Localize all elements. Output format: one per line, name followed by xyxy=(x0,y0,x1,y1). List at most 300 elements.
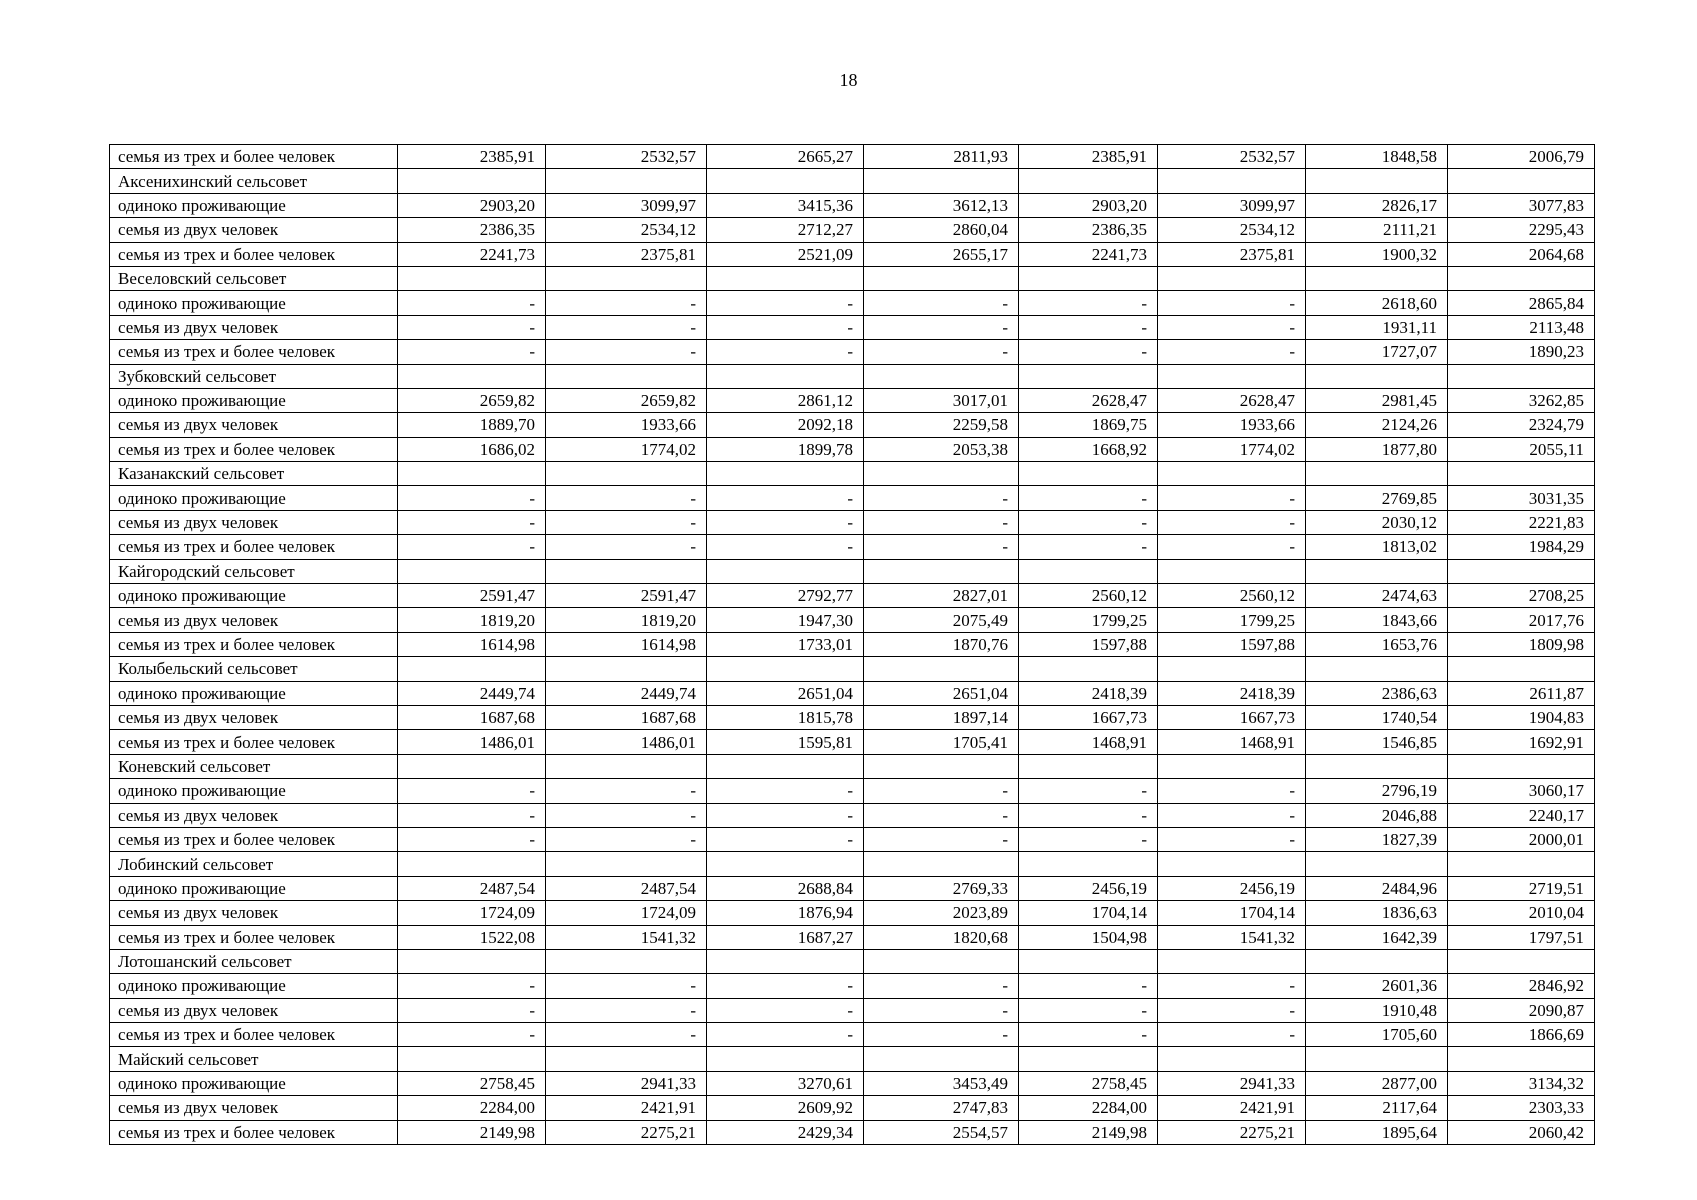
value-cell: - xyxy=(1158,510,1306,534)
value-cell: 3031,35 xyxy=(1448,486,1595,510)
value-cell xyxy=(864,462,1019,486)
tariff-table xyxy=(109,144,1595,1145)
value-cell: 2006,79 xyxy=(1448,145,1595,169)
value-cell: 2591,47 xyxy=(398,584,546,608)
value-cell: 1813,02 xyxy=(1306,535,1448,559)
value-cell: 1727,07 xyxy=(1306,340,1448,364)
row-label-cell: семья из двух человек xyxy=(110,608,398,632)
table-row xyxy=(110,1071,1595,1095)
value-cell: 1541,32 xyxy=(546,925,707,949)
value-cell: 1733,01 xyxy=(707,632,864,656)
value-cell: 2092,18 xyxy=(707,413,864,437)
value-cell xyxy=(398,169,546,193)
value-cell: 3612,13 xyxy=(864,193,1019,217)
value-cell: - xyxy=(864,340,1019,364)
value-cell: 2865,84 xyxy=(1448,291,1595,315)
table-row xyxy=(110,193,1595,217)
table-row xyxy=(110,730,1595,754)
table-row xyxy=(110,340,1595,364)
value-cell: 2981,45 xyxy=(1306,388,1448,412)
value-cell: 2449,74 xyxy=(546,681,707,705)
value-cell xyxy=(398,364,546,388)
value-cell: 2747,83 xyxy=(864,1096,1019,1120)
row-label-cell: семья из двух человек xyxy=(110,510,398,534)
value-cell: 1933,66 xyxy=(546,413,707,437)
value-cell: 2903,20 xyxy=(1019,193,1158,217)
value-cell: - xyxy=(707,779,864,803)
value-cell: 1900,32 xyxy=(1306,242,1448,266)
value-cell: 1546,85 xyxy=(1306,730,1448,754)
value-cell: - xyxy=(546,291,707,315)
value-cell: - xyxy=(1158,803,1306,827)
value-cell: 2903,20 xyxy=(398,193,546,217)
value-cell xyxy=(398,852,546,876)
row-label-cell: семья из двух человек xyxy=(110,803,398,827)
value-cell xyxy=(546,462,707,486)
section-header-row xyxy=(110,754,1595,778)
row-label-cell: одиноко проживающие xyxy=(110,779,398,803)
value-cell xyxy=(707,852,864,876)
value-cell xyxy=(546,754,707,778)
value-cell xyxy=(398,266,546,290)
value-cell: 1931,11 xyxy=(1306,315,1448,339)
value-cell: - xyxy=(1019,291,1158,315)
value-cell xyxy=(707,949,864,973)
value-cell xyxy=(864,754,1019,778)
value-cell xyxy=(1306,559,1448,583)
table-row xyxy=(110,827,1595,851)
value-cell: - xyxy=(398,803,546,827)
table-row xyxy=(110,145,1595,169)
value-cell xyxy=(707,266,864,290)
value-cell: 1468,91 xyxy=(1019,730,1158,754)
value-cell: 1848,58 xyxy=(1306,145,1448,169)
value-cell: 1820,68 xyxy=(864,925,1019,949)
value-cell xyxy=(1306,754,1448,778)
value-cell: 2861,12 xyxy=(707,388,864,412)
value-cell xyxy=(1019,462,1158,486)
value-cell: - xyxy=(1019,779,1158,803)
value-cell: 1843,66 xyxy=(1306,608,1448,632)
value-cell xyxy=(864,364,1019,388)
value-cell: 1597,88 xyxy=(1158,632,1306,656)
value-cell xyxy=(546,1047,707,1071)
section-title-cell: Зубковский сельсовет xyxy=(110,364,398,388)
value-cell: 2046,88 xyxy=(1306,803,1448,827)
section-header-row xyxy=(110,364,1595,388)
row-label-cell: семья из трех и более человек xyxy=(110,242,398,266)
value-cell: 2060,42 xyxy=(1448,1120,1595,1144)
section-title-cell: Майский сельсовет xyxy=(110,1047,398,1071)
value-cell: 2429,34 xyxy=(707,1120,864,1144)
value-cell: 2421,91 xyxy=(546,1096,707,1120)
row-label-cell: семья из трех и более человек xyxy=(110,145,398,169)
value-cell: 1667,73 xyxy=(1019,705,1158,729)
value-cell xyxy=(707,657,864,681)
value-cell xyxy=(1019,657,1158,681)
value-cell: - xyxy=(707,998,864,1022)
value-cell: 1870,76 xyxy=(864,632,1019,656)
row-label-cell: семья из трех и более человек xyxy=(110,437,398,461)
value-cell: - xyxy=(1019,1023,1158,1047)
value-cell: 1889,70 xyxy=(398,413,546,437)
value-cell: 2113,48 xyxy=(1448,315,1595,339)
value-cell: 2554,57 xyxy=(864,1120,1019,1144)
row-label-cell: семья из трех и более человек xyxy=(110,1120,398,1144)
value-cell: 3262,85 xyxy=(1448,388,1595,412)
value-cell xyxy=(1306,1047,1448,1071)
value-cell: 2846,92 xyxy=(1448,974,1595,998)
row-label-cell: семья из двух человек xyxy=(110,901,398,925)
value-cell: - xyxy=(707,535,864,559)
value-cell: - xyxy=(546,827,707,851)
row-label-cell: одиноко проживающие xyxy=(110,486,398,510)
row-label-cell: семья из двух человек xyxy=(110,315,398,339)
value-cell: 2386,35 xyxy=(398,218,546,242)
value-cell xyxy=(1448,169,1595,193)
value-cell: - xyxy=(398,340,546,364)
row-label-cell: одиноко проживающие xyxy=(110,876,398,900)
value-cell: 2010,04 xyxy=(1448,901,1595,925)
value-cell xyxy=(1448,462,1595,486)
table-row xyxy=(110,486,1595,510)
value-cell: 2259,58 xyxy=(864,413,1019,437)
row-label-cell: семья из двух человек xyxy=(110,998,398,1022)
value-cell: - xyxy=(1158,340,1306,364)
value-cell: 1890,23 xyxy=(1448,340,1595,364)
value-cell xyxy=(1448,364,1595,388)
value-cell: - xyxy=(1019,315,1158,339)
value-cell: 1827,39 xyxy=(1306,827,1448,851)
value-cell: 3099,97 xyxy=(546,193,707,217)
value-cell xyxy=(1019,754,1158,778)
value-cell xyxy=(398,949,546,973)
value-cell xyxy=(546,852,707,876)
value-cell: - xyxy=(707,340,864,364)
value-cell: 3415,36 xyxy=(707,193,864,217)
row-label-cell: семья из двух человек xyxy=(110,413,398,437)
section-header-row xyxy=(110,266,1595,290)
value-cell xyxy=(1158,364,1306,388)
value-cell: 2826,17 xyxy=(1306,193,1448,217)
value-cell: 1799,25 xyxy=(1019,608,1158,632)
value-cell: 2877,00 xyxy=(1306,1071,1448,1095)
value-cell: 2053,38 xyxy=(864,437,1019,461)
section-title-cell: Кайгородский сельсовет xyxy=(110,559,398,583)
value-cell xyxy=(1448,657,1595,681)
value-cell: 1774,02 xyxy=(546,437,707,461)
value-cell xyxy=(864,1047,1019,1071)
value-cell xyxy=(1306,266,1448,290)
value-cell: - xyxy=(1019,803,1158,827)
value-cell: 2487,54 xyxy=(546,876,707,900)
value-cell: 2719,51 xyxy=(1448,876,1595,900)
value-cell: 1933,66 xyxy=(1158,413,1306,437)
value-cell: - xyxy=(707,1023,864,1047)
value-cell: - xyxy=(1019,340,1158,364)
table-row xyxy=(110,1023,1595,1047)
value-cell: - xyxy=(546,803,707,827)
value-cell: 1668,92 xyxy=(1019,437,1158,461)
value-cell: 2712,27 xyxy=(707,218,864,242)
value-cell: 2324,79 xyxy=(1448,413,1595,437)
value-cell: - xyxy=(864,291,1019,315)
row-label-cell: семья из трех и более человек xyxy=(110,340,398,364)
value-cell: 1522,08 xyxy=(398,925,546,949)
value-cell: - xyxy=(398,535,546,559)
value-cell: 2792,77 xyxy=(707,584,864,608)
value-cell: 2303,33 xyxy=(1448,1096,1595,1120)
row-label-cell: семья из трех и более человек xyxy=(110,925,398,949)
value-cell: - xyxy=(1158,974,1306,998)
value-cell: - xyxy=(546,974,707,998)
value-cell: 2055,11 xyxy=(1448,437,1595,461)
value-cell: 1614,98 xyxy=(398,632,546,656)
value-cell xyxy=(398,1047,546,1071)
value-cell: - xyxy=(546,779,707,803)
value-cell: 2386,63 xyxy=(1306,681,1448,705)
value-cell: 1724,09 xyxy=(546,901,707,925)
value-cell: 2769,33 xyxy=(864,876,1019,900)
value-cell: 1486,01 xyxy=(546,730,707,754)
row-label-cell: семья из трех и более человек xyxy=(110,1023,398,1047)
value-cell xyxy=(707,559,864,583)
row-label-cell: одиноко проживающие xyxy=(110,681,398,705)
value-cell: - xyxy=(398,974,546,998)
value-cell: 2532,57 xyxy=(546,145,707,169)
row-label-cell: семья из трех и более человек xyxy=(110,730,398,754)
value-cell xyxy=(1158,754,1306,778)
value-cell: 3134,32 xyxy=(1448,1071,1595,1095)
value-cell: 1597,88 xyxy=(1019,632,1158,656)
value-cell xyxy=(1448,266,1595,290)
value-cell: 1504,98 xyxy=(1019,925,1158,949)
value-cell xyxy=(1448,754,1595,778)
value-cell: - xyxy=(1019,535,1158,559)
table-row xyxy=(110,413,1595,437)
table-row xyxy=(110,632,1595,656)
value-cell xyxy=(1306,852,1448,876)
table-row xyxy=(110,315,1595,339)
value-cell xyxy=(1019,169,1158,193)
value-cell: - xyxy=(864,486,1019,510)
value-cell: - xyxy=(864,974,1019,998)
value-cell: 2758,45 xyxy=(398,1071,546,1095)
value-cell: 2421,91 xyxy=(1158,1096,1306,1120)
value-cell: 2111,21 xyxy=(1306,218,1448,242)
table-row xyxy=(110,876,1595,900)
value-cell: - xyxy=(1158,998,1306,1022)
value-cell: 1815,78 xyxy=(707,705,864,729)
value-cell xyxy=(864,657,1019,681)
value-cell xyxy=(707,169,864,193)
value-cell: 1667,73 xyxy=(1158,705,1306,729)
value-cell: 2591,47 xyxy=(546,584,707,608)
value-cell xyxy=(546,364,707,388)
table-row xyxy=(110,1120,1595,1144)
value-cell: - xyxy=(1158,535,1306,559)
value-cell xyxy=(1158,1047,1306,1071)
value-cell: 2449,74 xyxy=(398,681,546,705)
value-cell: - xyxy=(864,779,1019,803)
table-row xyxy=(110,779,1595,803)
value-cell xyxy=(1306,949,1448,973)
row-label-cell: семья из трех и более человек xyxy=(110,827,398,851)
value-cell: - xyxy=(1019,998,1158,1022)
value-cell: 1486,01 xyxy=(398,730,546,754)
value-cell: 2418,39 xyxy=(1158,681,1306,705)
value-cell: - xyxy=(398,315,546,339)
value-cell: - xyxy=(1158,486,1306,510)
row-label-cell: семья из двух человек xyxy=(110,218,398,242)
section-title-cell: Веселовский сельсовет xyxy=(110,266,398,290)
table-row xyxy=(110,998,1595,1022)
table-row xyxy=(110,584,1595,608)
value-cell: 1897,14 xyxy=(864,705,1019,729)
value-cell xyxy=(1158,949,1306,973)
value-cell xyxy=(707,1047,864,1071)
value-cell xyxy=(1019,364,1158,388)
value-cell: - xyxy=(707,974,864,998)
value-cell: 2385,91 xyxy=(1019,145,1158,169)
value-cell: 1809,98 xyxy=(1448,632,1595,656)
value-cell: 2521,09 xyxy=(707,242,864,266)
value-cell: 2484,96 xyxy=(1306,876,1448,900)
value-cell: - xyxy=(707,315,864,339)
value-cell: 2651,04 xyxy=(864,681,1019,705)
table-row xyxy=(110,388,1595,412)
section-header-row xyxy=(110,949,1595,973)
row-label-cell: семья из двух человек xyxy=(110,705,398,729)
value-cell: 2659,82 xyxy=(546,388,707,412)
table-row xyxy=(110,681,1595,705)
value-cell: - xyxy=(864,315,1019,339)
value-cell: 3453,49 xyxy=(864,1071,1019,1095)
value-cell: - xyxy=(707,510,864,534)
value-cell: 2000,01 xyxy=(1448,827,1595,851)
value-cell xyxy=(1019,852,1158,876)
value-cell: 1704,14 xyxy=(1019,901,1158,925)
value-cell: 1836,63 xyxy=(1306,901,1448,925)
value-cell: 3077,83 xyxy=(1448,193,1595,217)
section-title-cell: Лобинский сельсовет xyxy=(110,852,398,876)
section-title-cell: Коневский сельсовет xyxy=(110,754,398,778)
value-cell xyxy=(1019,949,1158,973)
value-cell: 2030,12 xyxy=(1306,510,1448,534)
value-cell: 1705,41 xyxy=(864,730,1019,754)
value-cell: 2456,19 xyxy=(1019,876,1158,900)
value-cell: 1614,98 xyxy=(546,632,707,656)
value-cell: 1910,48 xyxy=(1306,998,1448,1022)
value-cell: 2474,63 xyxy=(1306,584,1448,608)
value-cell: 1541,32 xyxy=(1158,925,1306,949)
table-row xyxy=(110,535,1595,559)
value-cell: 2064,68 xyxy=(1448,242,1595,266)
value-cell xyxy=(546,169,707,193)
value-cell: - xyxy=(546,998,707,1022)
value-cell: 2769,85 xyxy=(1306,486,1448,510)
value-cell xyxy=(398,462,546,486)
value-cell: 2240,17 xyxy=(1448,803,1595,827)
value-cell: 1687,68 xyxy=(546,705,707,729)
value-cell: 1819,20 xyxy=(546,608,707,632)
table-row xyxy=(110,510,1595,534)
table-body xyxy=(110,145,1595,1145)
row-label-cell: семья из трех и более человек xyxy=(110,632,398,656)
section-header-row xyxy=(110,852,1595,876)
value-cell xyxy=(864,169,1019,193)
value-cell xyxy=(1019,559,1158,583)
value-cell xyxy=(1019,266,1158,290)
row-label-cell: семья из двух человек xyxy=(110,1096,398,1120)
row-label-cell: одиноко проживающие xyxy=(110,388,398,412)
value-cell: - xyxy=(1019,974,1158,998)
row-label-cell: одиноко проживающие xyxy=(110,974,398,998)
value-cell: 2418,39 xyxy=(1019,681,1158,705)
value-cell xyxy=(864,949,1019,973)
value-cell: 2241,73 xyxy=(1019,242,1158,266)
value-cell: 1468,91 xyxy=(1158,730,1306,754)
value-cell xyxy=(1158,852,1306,876)
value-cell: 2385,91 xyxy=(398,145,546,169)
value-cell xyxy=(1158,266,1306,290)
value-cell: - xyxy=(707,803,864,827)
value-cell: 2659,82 xyxy=(398,388,546,412)
value-cell: - xyxy=(864,1023,1019,1047)
value-cell: 1687,68 xyxy=(398,705,546,729)
section-title-cell: Лотошанский сельсовет xyxy=(110,949,398,973)
row-label-cell: одиноко проживающие xyxy=(110,1071,398,1095)
value-cell xyxy=(1158,169,1306,193)
value-cell xyxy=(398,657,546,681)
value-cell: 1724,09 xyxy=(398,901,546,925)
value-cell: 1895,64 xyxy=(1306,1120,1448,1144)
value-cell xyxy=(1448,852,1595,876)
value-cell: 2628,47 xyxy=(1158,388,1306,412)
value-cell: 2665,27 xyxy=(707,145,864,169)
section-header-row xyxy=(110,657,1595,681)
value-cell: 1819,20 xyxy=(398,608,546,632)
table-row xyxy=(110,705,1595,729)
value-cell: 1869,75 xyxy=(1019,413,1158,437)
value-cell: - xyxy=(864,535,1019,559)
value-cell: 3099,97 xyxy=(1158,193,1306,217)
value-cell: - xyxy=(546,486,707,510)
value-cell: 2941,33 xyxy=(1158,1071,1306,1095)
value-cell: 1899,78 xyxy=(707,437,864,461)
value-cell: 1705,60 xyxy=(1306,1023,1448,1047)
value-cell: 2149,98 xyxy=(1019,1120,1158,1144)
value-cell: - xyxy=(864,803,1019,827)
section-header-row xyxy=(110,462,1595,486)
value-cell xyxy=(1306,169,1448,193)
value-cell: - xyxy=(1158,291,1306,315)
value-cell: 2275,21 xyxy=(546,1120,707,1144)
value-cell: - xyxy=(1019,486,1158,510)
value-cell: 2532,57 xyxy=(1158,145,1306,169)
value-cell: 2534,12 xyxy=(1158,218,1306,242)
value-cell: - xyxy=(707,291,864,315)
value-cell xyxy=(864,559,1019,583)
row-label-cell: одиноко проживающие xyxy=(110,584,398,608)
value-cell: 1686,02 xyxy=(398,437,546,461)
section-header-row xyxy=(110,169,1595,193)
value-cell xyxy=(1448,559,1595,583)
value-cell: - xyxy=(1019,510,1158,534)
value-cell: 2651,04 xyxy=(707,681,864,705)
value-cell: - xyxy=(398,510,546,534)
value-cell: 2811,93 xyxy=(864,145,1019,169)
